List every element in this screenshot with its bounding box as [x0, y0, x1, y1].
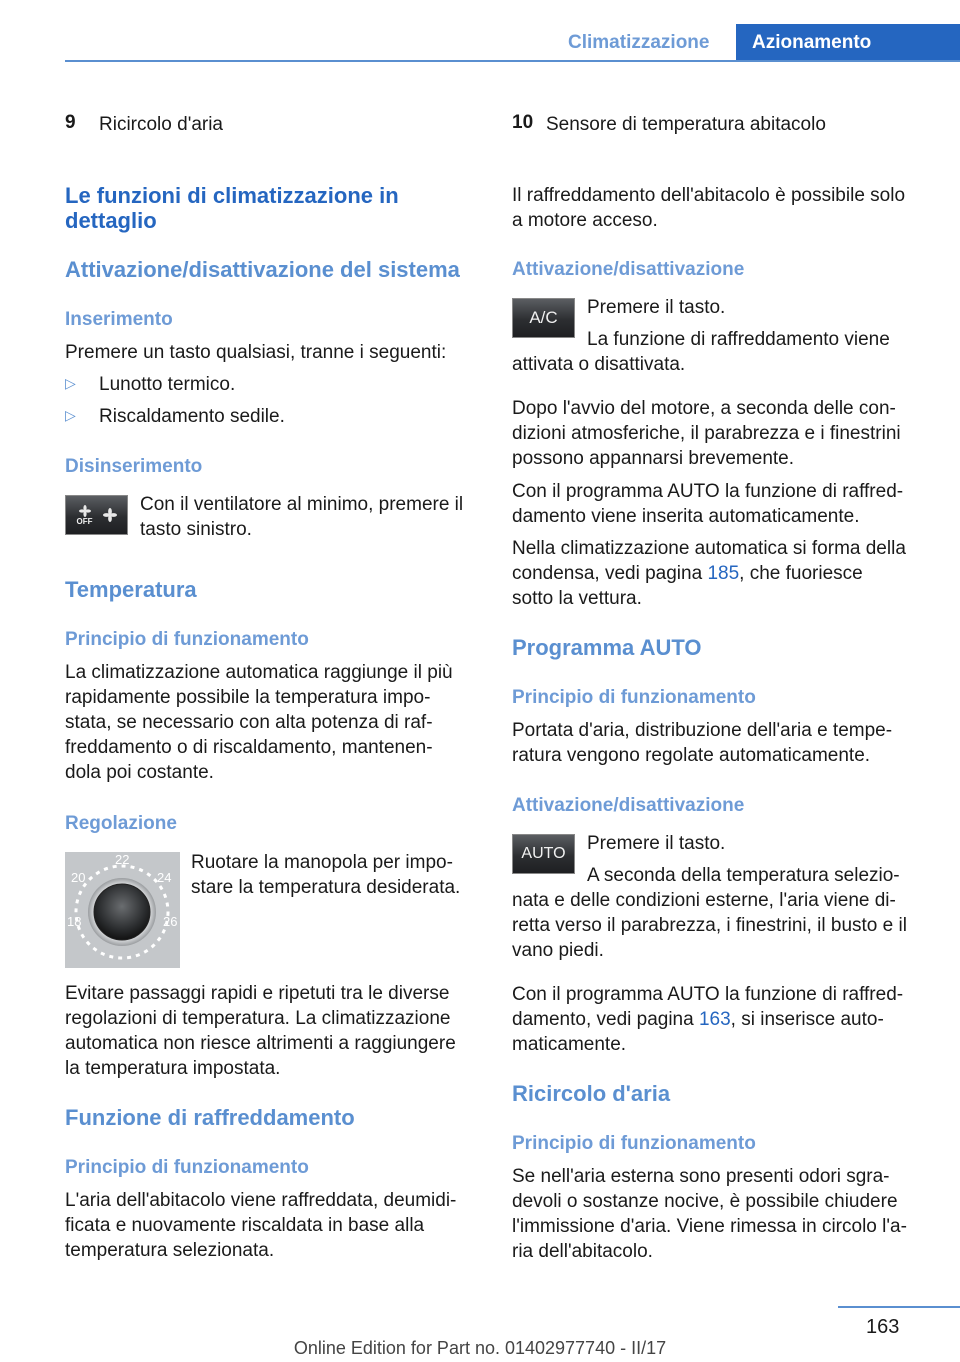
- list-item: [65, 372, 477, 397]
- bullet-text: Riscaldamento sedile.: [99, 406, 285, 427]
- auto-label: AUTO: [521, 845, 566, 862]
- heading-off: Disinserimento: [65, 456, 203, 477]
- text-line: a motore acceso.: [512, 210, 658, 231]
- heading-auto: Programma AUTO: [512, 635, 702, 660]
- knob-label: 26: [163, 914, 178, 929]
- heading-on: Inserimento: [65, 309, 173, 330]
- text-line: dizioni atmosferiche, il parabrezza e i finestrini: [512, 423, 901, 444]
- text-line: Il raffreddamento dell'abitacolo è possibile solo: [512, 185, 906, 206]
- legend-number-10: 10: [512, 112, 534, 133]
- auto-prog-paragraph: [512, 479, 942, 529]
- knob-icon: [65, 852, 180, 968]
- text-line: sotto la vettura.: [512, 588, 642, 609]
- cooling-paragraph: [65, 1188, 485, 1263]
- text-line: devoli o sostanze nocive, è possibile chiudere: [512, 1191, 898, 1212]
- bullet-text: Lunotto termico.: [99, 374, 236, 395]
- fan-icon: [103, 508, 117, 522]
- ac-line3: attivata o disattivata.: [512, 354, 686, 375]
- text-line: possono appannarsi brevemente.: [512, 448, 795, 469]
- after-start-paragraph: [512, 396, 942, 471]
- header-section-tab[interactable]: Climatizzazione: [568, 32, 710, 53]
- text-line: Con il programma AUTO la funzione di raffred-: [512, 481, 904, 502]
- text-line: retta verso il parabrezza, i finestrini, il busto e il: [512, 915, 907, 936]
- text-line: regolazioni di temperatura. La climatizzazione: [65, 1008, 451, 1029]
- ac-label: A/C: [529, 308, 558, 327]
- text-line: freddamento o di riscaldamento, mantenen-: [65, 737, 433, 758]
- header-chapter-tab[interactable]: Azionamento: [736, 24, 960, 61]
- list-item: [65, 404, 477, 429]
- auto-line2: A seconda della temperatura selezio-: [587, 865, 900, 886]
- text-line: [512, 561, 942, 586]
- heading-temp-principle: Principio di funzionamento: [65, 629, 309, 650]
- text-span: , che fuoriesce: [739, 563, 863, 584]
- off-text-line1: Con il ventilatore al minimo, premere il: [140, 494, 464, 515]
- knob-label: 22: [115, 852, 130, 867]
- page-number: 163: [866, 1316, 900, 1338]
- knob-label: 20: [71, 870, 86, 885]
- fan-icon: [79, 505, 91, 517]
- text-line: automatica non riesce altrimenti a raggiungere: [65, 1033, 456, 1054]
- text-line: ratura vengono regolate automaticamente.: [512, 745, 871, 766]
- heading-ac-onoff: Attivazione/disattivazione: [512, 259, 745, 280]
- auto-principle-paragraph: [512, 718, 942, 768]
- text-span: condensa, vedi pagina: [512, 563, 708, 584]
- text-line: stata, se necessario con alta potenza di raf-: [65, 712, 433, 733]
- header-rule: [65, 60, 960, 62]
- footer-rule: [838, 1306, 960, 1308]
- page-link-185[interactable]: 185: [707, 563, 740, 584]
- text-line: L'aria dell'abitacolo viene raffreddata, deumidi-: [65, 1190, 457, 1211]
- text-line: damento viene inserita automaticamente.: [512, 506, 860, 527]
- text-line: La climatizzazione automatica raggiunge il più: [65, 662, 453, 683]
- legend-number-9: 9: [65, 112, 76, 133]
- bullet-icon: ▷: [65, 407, 76, 423]
- heading-functions-line2: dettaglio: [65, 208, 157, 233]
- condensation-paragraph: [512, 536, 942, 611]
- legend-text-10: Sensore di temperatura abitacolo: [546, 114, 826, 135]
- text-line: Se nell'aria esterna sono presenti odori sgra-: [512, 1166, 890, 1187]
- auto-line1: Premere il tasto.: [587, 833, 726, 854]
- text-line: maticamente.: [512, 1034, 627, 1055]
- text-line: dola poi costante.: [65, 762, 214, 783]
- heading-cooling-principle: Principio di funzionamento: [65, 1157, 309, 1178]
- ac-button-image: [512, 298, 575, 338]
- text-span: , si inserisce auto-: [730, 1009, 884, 1030]
- text-line: temperatura selezionata.: [65, 1240, 275, 1261]
- legend-text-9: Ricircolo d'aria: [99, 114, 224, 135]
- text-line: nata e delle condizioni esterne, l'aria viene di-: [512, 890, 896, 911]
- heading-auto-principle: Principio di funzionamento: [512, 687, 756, 708]
- heading-regulation: Regolazione: [65, 813, 177, 834]
- text-line: l'immissione d'aria. Viene rimessa in circolo l'a-: [512, 1216, 907, 1237]
- fan-off-button-image: [65, 495, 128, 535]
- recirc-paragraph: [512, 1164, 942, 1264]
- text-line: Dopo l'avvio del motore, a seconda delle con-: [512, 398, 896, 419]
- knob-label: 18: [67, 914, 82, 929]
- temp-principle-paragraph: [65, 660, 485, 785]
- regulation-paragraph: [65, 981, 485, 1081]
- page-link-163[interactable]: 163: [698, 1009, 731, 1030]
- auto-button-image: [512, 834, 575, 874]
- text-line: Con il programma AUTO la funzione di raffred-: [512, 984, 904, 1005]
- ac-line2: La funzione di raffreddamento viene: [587, 329, 890, 350]
- heading-cooling: Funzione di raffreddamento: [65, 1105, 355, 1130]
- text-line: [512, 1007, 942, 1032]
- knob-label: 24: [157, 870, 172, 885]
- ac-line1: Premere il tasto.: [587, 297, 726, 318]
- text-line: la temperatura impostata.: [65, 1058, 281, 1079]
- text-line: Portata d'aria, distribuzione dell'aria e tempe-: [512, 720, 893, 741]
- text-line: ria dell'abitacolo.: [512, 1241, 653, 1262]
- text-line: ficata e nuovamente riscaldata in base alla: [65, 1215, 425, 1236]
- temperature-knob-image: [65, 852, 180, 968]
- text-span: damento, vedi pagina: [512, 1009, 699, 1030]
- off-label: OFF: [76, 516, 93, 526]
- heading-activation: Attivazione/disattivazione del sistema: [65, 257, 460, 282]
- regulation-text-line1: Ruotare la manopola per impo-: [191, 852, 453, 873]
- heading-auto-onoff: Attivazione/disattivazione: [512, 795, 745, 816]
- heading-recirculation: Ricircolo d'aria: [512, 1081, 671, 1106]
- cool-intro-paragraph: [512, 183, 942, 233]
- heading-functions-line1: Le funzioni di climatizzazione in: [65, 183, 399, 208]
- heading-temperature: Temperatura: [65, 577, 197, 602]
- text-line: Nella climatizzazione automatica si forma della: [512, 538, 906, 559]
- heading-recirc-principle: Principio di funzionamento: [512, 1133, 756, 1154]
- text-line: Evitare passaggi rapidi e ripetuti tra le diverse: [65, 983, 450, 1004]
- text-line: rapidamente possibile la temperatura impo-: [65, 687, 431, 708]
- bullet-icon: ▷: [65, 375, 76, 391]
- auto-rest-paragraph: [512, 888, 942, 963]
- off-text-line2: tasto sinistro.: [140, 519, 252, 540]
- auto-cool-paragraph: [512, 982, 942, 1057]
- edition-footer: Online Edition for Part no. 01402977740 - II/17: [293, 1338, 667, 1358]
- text-line: vano piedi.: [512, 940, 604, 961]
- on-text: Premere un tasto qualsiasi, tranne i seguenti:: [65, 342, 447, 363]
- regulation-text-line2: stare la temperatura desiderata.: [191, 877, 461, 898]
